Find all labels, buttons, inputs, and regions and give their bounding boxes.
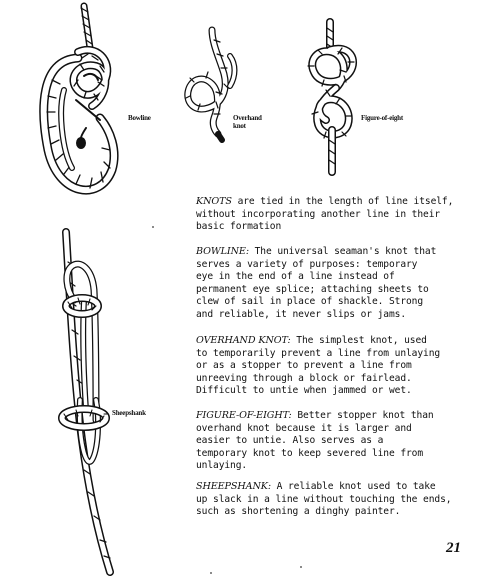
sheepshank-paragraph bbox=[196, 481, 482, 519]
paragraph-term: FIGURE-OF-EIGHT: bbox=[196, 410, 292, 421]
paragraph-term: OVERHAND KNOT: bbox=[196, 335, 291, 346]
bowline-paragraph bbox=[196, 246, 482, 322]
knots-paragraph bbox=[196, 196, 482, 234]
paragraph-term: BOWLINE: bbox=[196, 246, 249, 257]
bowline-illustration bbox=[44, 6, 114, 190]
paragraph-term: SHEEPSHANK: bbox=[196, 481, 271, 492]
paragraph-body: A reliable knot used to take up slack in a line without touching the ends, such as shortening a dinghy painter. bbox=[196, 481, 452, 518]
overhand-illustration bbox=[186, 30, 235, 140]
figure-eight-caption: Figure-of-eight bbox=[361, 114, 403, 122]
overhand-paragraph bbox=[196, 335, 482, 398]
paragraph-term: KNOTS bbox=[196, 196, 232, 207]
paragraph-body: The simplest knot, used to temporarily prevent a line from unlaying or as a stopper to prevent a line from unreeving through a block or fairlead. Difficult to untie when jammed or wet. bbox=[196, 335, 441, 397]
paragraph-body: Better stopper knot than overhand knot because it is larger and easier to untie. Also serves as a temporary knot to keep severed line from unlaying. bbox=[196, 410, 434, 472]
paragraph-body: The universal seaman's knot that serves a variety of purposes: temporary eye in the end of a line instead of permanent eye splice; attaching sheets to clew of sail in place of shackle. Strong and reliable, it never slips or jams. bbox=[196, 246, 437, 320]
page-number: 21 bbox=[446, 540, 461, 556]
sheepshank-caption: Sheepshank bbox=[112, 409, 146, 417]
paragraph-body: are tied in the length of line itself, without incorporating another line in their basic formation bbox=[196, 196, 454, 233]
sheepshank-illustration bbox=[62, 232, 110, 572]
scan-speck bbox=[152, 226, 154, 228]
figure-eight-paragraph bbox=[196, 410, 482, 473]
overhand-caption: Overhand knot bbox=[233, 114, 262, 130]
bowline-caption: Bowline bbox=[128, 114, 151, 122]
figure-eight-illustration bbox=[308, 22, 354, 172]
scan-speck bbox=[300, 566, 302, 568]
scan-speck bbox=[210, 572, 212, 574]
